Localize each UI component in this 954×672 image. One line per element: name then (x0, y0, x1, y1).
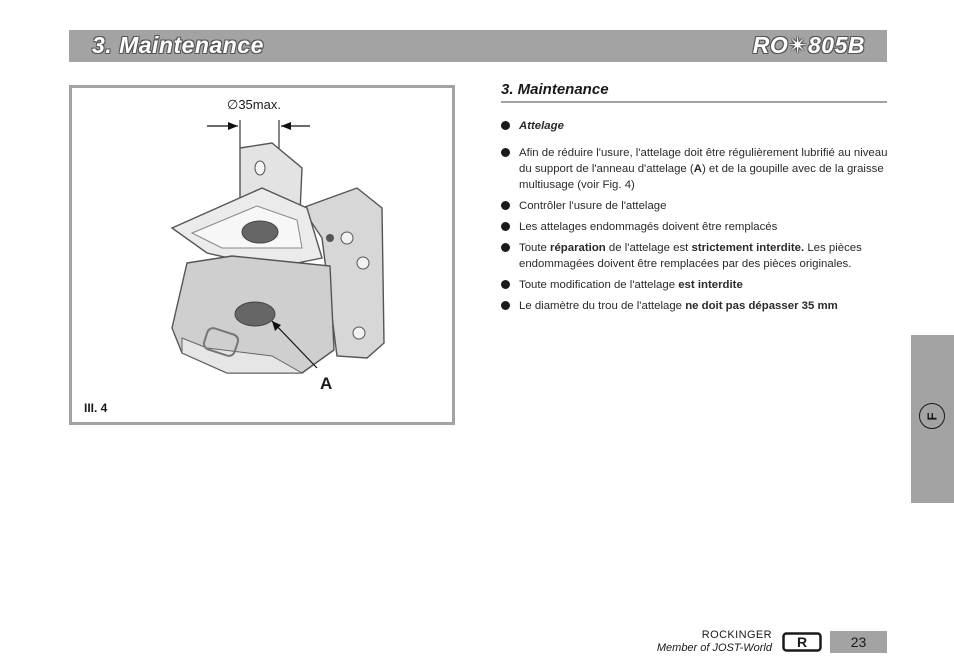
bullet-icon (501, 148, 510, 157)
footer-brand (657, 629, 772, 655)
body-text: Toute modification de l'attelage (519, 279, 679, 291)
bullet-icon (501, 222, 510, 231)
body-text: Le diamètre du trou de l'attelage (519, 300, 686, 312)
emphasis-text: est interdite (678, 279, 743, 291)
language-badge (919, 403, 945, 429)
list-item (501, 277, 891, 293)
emphasis-text: A (693, 163, 702, 175)
list-item (501, 145, 891, 193)
list-item (501, 219, 891, 235)
bullet-icon (501, 280, 510, 289)
section-heading: 3. Maintenance (501, 81, 887, 103)
list-item (501, 198, 891, 214)
bullet-icon (501, 201, 510, 210)
figure-caption: III. 4 (84, 401, 108, 415)
body-text: Contrôler l'usure de l'attelage (519, 200, 667, 212)
body-text: Afin de réduire l'usure, l'attelage doit être régulièrement lubrifié au niveau du support de l'anneau d'attelage ( (519, 147, 888, 175)
bullet-icon (501, 301, 510, 310)
page-title: 3. Maintenance (92, 32, 264, 58)
model-name: RO✴805B (752, 32, 865, 58)
logo-letter: R (796, 634, 808, 650)
body-text: ) et de la goupille avec de la graisse multiusage (voir Fig. 4) (519, 163, 884, 191)
page-number: 23 (830, 631, 887, 653)
body-text: Les pièces endommagées doivent être remplacées par des pièces originales. (519, 242, 862, 270)
emphasis-text: réparation (550, 242, 606, 254)
language-letter: F (924, 412, 940, 420)
company-name: ROCKINGER (701, 629, 772, 641)
callout-label: A (320, 374, 333, 393)
body-text: Les attelages endommagés doivent être remplacés (519, 221, 778, 233)
bullet-list (501, 118, 891, 319)
body-text: de l'attelage est (605, 242, 692, 254)
coupling-drawing (72, 88, 452, 422)
list-item (501, 240, 891, 272)
body-text: Toute (519, 242, 551, 254)
list-item (501, 118, 891, 134)
dimension-label: ∅35max. (227, 97, 281, 112)
emphasis-text: strictement interdite. (691, 242, 805, 254)
list-item (501, 298, 891, 314)
rockinger-logo-icon (782, 632, 822, 652)
bullet-icon (501, 243, 510, 252)
subheading: Attelage (519, 120, 564, 132)
header-bar (69, 30, 887, 62)
language-tab (911, 335, 954, 503)
figure-illustration (69, 85, 455, 425)
emphasis-text: ne doit pas dépasser 35 mm (685, 300, 838, 312)
bullet-icon (501, 121, 510, 130)
company-tagline: Member of JOST-World (656, 642, 772, 654)
